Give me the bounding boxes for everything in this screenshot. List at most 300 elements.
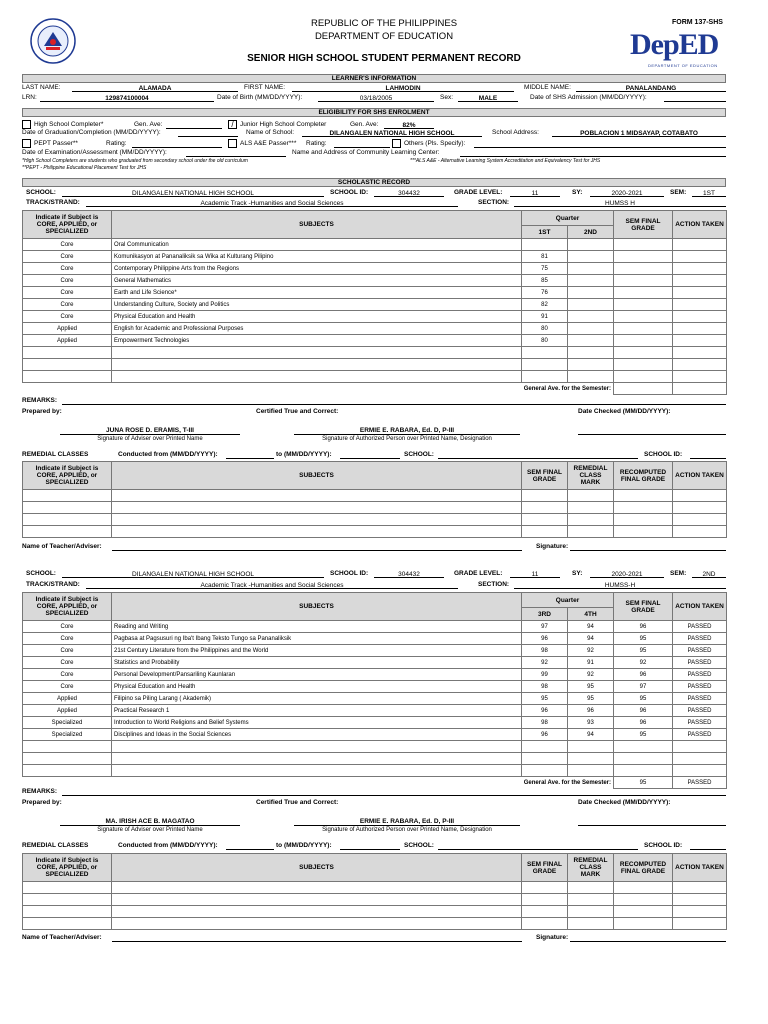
sem1-indicate-header: Indicate if Subject is CORE, APPLIED, or SPECIALIZED xyxy=(23,211,112,239)
rem1-recomputed-header: RECOMPUTED FINAL GRADE xyxy=(614,462,673,490)
table-row xyxy=(23,287,727,299)
sem2-track-value: Academic Track -Humanities and Social Sciences xyxy=(200,582,344,589)
sem1-grades-table xyxy=(22,210,727,395)
sem1-cell-q2 xyxy=(568,299,614,311)
table-row xyxy=(23,239,727,251)
sem2-to-label: to (MM/DD/YYYY): xyxy=(276,842,332,849)
sem1-cell-action xyxy=(673,335,727,347)
sem2-sy-value: 2020-2021 xyxy=(611,571,643,578)
als-label: ALS A&E Passer*** xyxy=(240,140,297,147)
sem1-cell-action xyxy=(673,311,727,323)
rem2-sem-final-header: SEM FINAL GRADE xyxy=(522,854,568,882)
sem2-gen-action-value: PASSED xyxy=(673,777,727,789)
table-row xyxy=(23,681,727,693)
sem1-quarter-header: Quarter xyxy=(522,211,614,226)
sem2-cell-subject: Filipino sa Piling Larang ( Akademik) xyxy=(112,693,522,705)
others-checkbox[interactable] xyxy=(392,139,401,148)
sem1-cell-subject: Physical Education and Health xyxy=(112,311,522,323)
sem2-school-value: DILANGALEN NATIONAL HIGH SCHOOL xyxy=(131,571,255,578)
rem2-recomputed-header: RECOMPUTED FINAL GRADE xyxy=(614,854,673,882)
sem2-cell-q2: 94 xyxy=(568,729,614,741)
sem1-sem-value: 1ST xyxy=(703,190,715,197)
sem1-q1-header: 1ST xyxy=(522,226,568,239)
rem1-indicate-header: Indicate if Subject is CORE, APPLIED, or SPECIALIZED xyxy=(23,462,112,490)
sem1-cell-q2 xyxy=(568,263,614,275)
sem1-sy-value: 2020-2021 xyxy=(611,190,643,197)
table-row xyxy=(23,263,727,275)
deped-logo-subtitle: DEPARTMENT OF EDUCATION xyxy=(648,63,718,68)
sem2-cell-type: Core xyxy=(23,681,112,693)
hs-completer-checkbox[interactable] xyxy=(22,120,31,129)
sem2-cell-final: 95 xyxy=(614,693,673,705)
jhs-gen-ave-value: 82% xyxy=(402,122,416,129)
sem1-cell-subject: Oral Communication xyxy=(112,239,522,251)
sem1-cell-action xyxy=(673,275,727,287)
sem1-to-label: to (MM/DD/YYYY): xyxy=(276,451,332,458)
sem2-cell-final: 92 xyxy=(614,657,673,669)
sem1-grade-level-label: GRADE LEVEL: xyxy=(454,189,503,196)
sem2-cell-final: 95 xyxy=(614,729,673,741)
table-row xyxy=(23,882,727,894)
sem1-cell-type xyxy=(23,347,112,359)
sem1-cell-q1: 91 xyxy=(522,311,568,323)
sem2-cell-type: Specialized xyxy=(23,729,112,741)
sem1-cell-type: Core xyxy=(23,275,112,287)
republic-line: REPUBLIC OF THE PHILIPPINES xyxy=(310,18,458,29)
sem2-cell-type xyxy=(23,741,112,753)
sem2-cell-type xyxy=(23,753,112,765)
sem1-prepared-label: Prepared by: xyxy=(22,408,62,415)
sem1-rem-school-label: SCHOOL: xyxy=(404,451,434,458)
sem2-cell-final xyxy=(614,753,673,765)
dob-value: 03/18/2005 xyxy=(359,95,393,102)
sem1-cell-final xyxy=(614,251,673,263)
sem2-date-checked-label: Date Checked (MM/DD/YYYY): xyxy=(578,799,671,806)
sem2-cell-type xyxy=(23,765,112,777)
sem1-section-label: SECTION: xyxy=(478,199,510,206)
table-row xyxy=(23,669,727,681)
middle-name-value: PANALANDANG xyxy=(625,85,677,92)
sem1-cell-action xyxy=(673,287,727,299)
sem1-cell-q2 xyxy=(568,347,614,359)
sem2-grades-table xyxy=(22,592,727,789)
sem1-track-label: TRACK/STRAND: xyxy=(26,199,80,206)
sem2-sem-value: 2ND xyxy=(702,571,716,578)
pept-checkbox[interactable] xyxy=(22,139,31,148)
last-name-value: ALAMADA xyxy=(138,85,172,92)
school-address-label: School Address: xyxy=(492,129,539,136)
sem2-cell-final: 95 xyxy=(614,645,673,657)
table-row xyxy=(23,645,727,657)
sem1-cell-type xyxy=(23,371,112,383)
table-row xyxy=(23,251,727,263)
first-name-label: FIRST NAME: xyxy=(244,84,286,91)
dob-label: Date of Birth (MM/DD/YYYY): xyxy=(217,94,303,101)
sem1-cell-action xyxy=(673,299,727,311)
table-row xyxy=(23,621,727,633)
sem2-cell-subject: Personal Development/Pansariling Kaunlaran xyxy=(112,669,522,681)
sem1-school-label: SCHOOL: xyxy=(26,189,56,196)
rem2-remedial-mark-header: REMEDIAL CLASS MARK xyxy=(568,854,614,882)
sem1-sem-final-header: SEM FINAL GRADE xyxy=(614,211,673,239)
sem1-section-value: HUMSS H xyxy=(605,200,635,207)
sem2-cell-subject: Reading and Writing xyxy=(112,621,522,633)
sem2-school-id-value: 304432 xyxy=(398,571,420,578)
sem2-cell-type: Applied xyxy=(23,705,112,717)
last-name-label: LAST NAME: xyxy=(22,84,61,91)
sem1-rem-school-id-label: SCHOOL ID: xyxy=(644,451,683,458)
grad-date-label: Date of Graduation/Completion (MM/DD/YYYY): xyxy=(22,129,161,136)
sem2-remarks-label: REMARKS: xyxy=(22,788,58,795)
sem2-cell-subject xyxy=(112,741,522,753)
sem1-cell-q2 xyxy=(568,371,614,383)
sem1-remedial-label: REMEDIAL CLASSES xyxy=(22,451,89,458)
sem1-cell-q1: 81 xyxy=(522,251,568,263)
rem2-action-header: ACTION TAKEN xyxy=(673,854,727,882)
rem2-signature-label: Signature: xyxy=(536,934,569,941)
sem1-cell-q2 xyxy=(568,335,614,347)
sem2-cell-action: PASSED xyxy=(673,669,727,681)
sem1-cell-q2 xyxy=(568,311,614,323)
sem1-cell-q2 xyxy=(568,323,614,335)
sem2-cell-action: PASSED xyxy=(673,633,727,645)
sem1-cell-action xyxy=(673,323,727,335)
school-name-value: DILANGALEN NATIONAL HIGH SCHOOL xyxy=(329,130,455,137)
sem1-remarks-label: REMARKS: xyxy=(22,397,58,404)
sem1-cell-action xyxy=(673,251,727,263)
sem1-cell-action xyxy=(673,359,727,371)
sem2-sem-final-header: SEM FINAL GRADE xyxy=(614,593,673,621)
sem1-cell-type: Core xyxy=(23,311,112,323)
sem2-adviser-name: MA. IRISH ACE B. MAGATAO xyxy=(60,818,240,826)
sem1-track-value: Academic Track -Humanities and Social Sciences xyxy=(200,200,344,207)
sem1-cell-final xyxy=(614,335,673,347)
sem1-action-header: ACTION TAKEN xyxy=(673,211,727,239)
sem2-cell-final xyxy=(614,741,673,753)
sem2-cell-type: Core xyxy=(23,669,112,681)
sem1-grade-level-value: 11 xyxy=(531,190,539,197)
sem2-cell-final: 96 xyxy=(614,717,673,729)
sem2-cell-final: 96 xyxy=(614,705,673,717)
sem1-cell-q2 xyxy=(568,359,614,371)
sem1-cell-q2 xyxy=(568,275,614,287)
sem2-grade-level-value: 11 xyxy=(531,571,539,578)
sem2-cell-action: PASSED xyxy=(673,717,727,729)
sem1-cell-type: Core xyxy=(23,239,112,251)
sem2-remedial-label: REMEDIAL CLASSES xyxy=(22,842,89,849)
sem1-cell-type xyxy=(23,359,112,371)
sem1-conducted-label: Conducted from (MM/DD/YYYY): xyxy=(118,451,218,458)
sem1-cell-action xyxy=(673,263,727,275)
table-row xyxy=(23,894,727,906)
school-address-value: POBLACION 1 MIDSAYAP, COTABATO xyxy=(580,130,698,137)
sem2-cell-action xyxy=(673,753,727,765)
sem2-cell-action xyxy=(673,765,727,777)
sem1-certifier-caption: Signature of Authorized Person over Printed Name, Designation xyxy=(322,436,492,442)
sem2-prepared-label: Prepared by: xyxy=(22,799,62,806)
sem2-rem-school-id-label: SCHOOL ID: xyxy=(644,842,683,849)
sem2-sy-label: SY: xyxy=(572,570,583,577)
sem2-cell-subject: Pagbasa at Pagsusuri ng Iba't Ibang Teksto Tungo sa Pananaliksik xyxy=(112,633,522,645)
sem2-cell-action: PASSED xyxy=(673,705,727,717)
sem1-cell-action xyxy=(673,347,727,359)
sem1-subjects-header: SUBJECTS xyxy=(112,211,522,239)
sem2-cell-action: PASSED xyxy=(673,657,727,669)
sem1-cell-q2 xyxy=(568,287,614,299)
rem1-teacher-label: Name of Teacher/Adviser: xyxy=(22,543,102,550)
sem2-cell-q1: 96 xyxy=(522,729,568,741)
sem1-cell-final xyxy=(614,263,673,275)
table-row xyxy=(23,693,727,705)
sem1-school-id-value: 304432 xyxy=(398,190,420,197)
sem2-cell-subject: Introduction to World Religions and Belief Systems xyxy=(112,717,522,729)
sem2-cell-q2: 92 xyxy=(568,645,614,657)
table-row xyxy=(23,741,727,753)
sem2-cell-q1: 92 xyxy=(522,657,568,669)
clc-label: Name and Address of Community Learning Center: xyxy=(292,149,440,156)
sem1-cell-type: Core xyxy=(23,299,112,311)
sem2-cell-q1: 96 xyxy=(522,705,568,717)
table-row xyxy=(23,918,727,930)
als-rating-label: Rating: xyxy=(306,140,327,147)
table-row xyxy=(23,526,727,538)
sem2-section-label: SECTION: xyxy=(478,581,510,588)
sem1-cell-type: Applied xyxy=(23,335,112,347)
sem1-cell-final xyxy=(614,371,673,383)
note-als: ***ALS A&E - Alternative Learning System Accreditation and Equivalency Test for JHS xyxy=(410,158,601,164)
sem2-cell-final: 97 xyxy=(614,681,673,693)
sem2-cell-subject: Physical Education and Health xyxy=(112,681,522,693)
sem2-cell-type: Core xyxy=(23,633,112,645)
sem2-cell-final xyxy=(614,765,673,777)
table-row xyxy=(23,765,727,777)
sem2-cell-type: Core xyxy=(23,645,112,657)
sem2-cell-q2: 94 xyxy=(568,621,614,633)
sem2-school-label: SCHOOL: xyxy=(26,570,56,577)
jhs-gen-ave-label: Gen. Ave: xyxy=(350,121,379,128)
rem2-teacher-label: Name of Teacher/Adviser: xyxy=(22,934,102,941)
sem2-cell-final: 95 xyxy=(614,633,673,645)
table-row xyxy=(23,335,727,347)
sem2-cell-q2 xyxy=(568,741,614,753)
sem2-subjects-header: SUBJECTS xyxy=(112,593,522,621)
table-row xyxy=(23,347,727,359)
sem2-cell-q2: 91 xyxy=(568,657,614,669)
sem1-cell-type: Core xyxy=(23,251,112,263)
sem2-cell-q2: 96 xyxy=(568,705,614,717)
table-row xyxy=(23,906,727,918)
table-row xyxy=(23,502,727,514)
others-label: Others (Pls. Specify): xyxy=(404,140,466,147)
jhs-completer-label: Junior High School Completer xyxy=(240,121,327,128)
sem2-cell-q1 xyxy=(522,753,568,765)
sem1-school-id-label: SCHOOL ID: xyxy=(330,189,369,196)
exam-date-label: Date of Examination/Assessment (MM/DD/YYYY): xyxy=(22,149,167,156)
department-line: DEPARTMENT OF EDUCATION xyxy=(314,31,454,42)
sem2-sem-label: SEM: xyxy=(670,570,687,577)
table-row xyxy=(23,323,727,335)
rem1-signature-label: Signature: xyxy=(536,543,569,550)
sem2-cell-type: Specialized xyxy=(23,717,112,729)
table-row xyxy=(23,490,727,502)
rem2-subjects-header: SUBJECTS xyxy=(112,854,522,882)
sem2-action-header: ACTION TAKEN xyxy=(673,593,727,621)
sem2-gen-ave-label: General Ave. for the Semester: xyxy=(23,777,614,789)
sem1-cell-subject: Komunikasyon at Pananaliksik sa Wika at Kulturang Pilipino xyxy=(112,251,522,263)
sem2-cell-subject xyxy=(112,765,522,777)
table-row xyxy=(23,705,727,717)
sem1-cell-q1: 85 xyxy=(522,275,568,287)
sem1-cell-q1 xyxy=(522,347,568,359)
als-checkbox[interactable] xyxy=(228,139,237,148)
sem2-cell-action: PASSED xyxy=(673,729,727,741)
sem2-cell-q1: 98 xyxy=(522,717,568,729)
sem1-cell-q1 xyxy=(522,371,568,383)
sem2-cell-action: PASSED xyxy=(673,693,727,705)
sem1-cell-subject xyxy=(112,347,522,359)
sem1-cell-type: Applied xyxy=(23,323,112,335)
sem1-sy-label: SY: xyxy=(572,189,583,196)
sem1-cell-subject: English for Academic and Professional Purposes xyxy=(112,323,522,335)
sem1-cell-q1: 82 xyxy=(522,299,568,311)
sem2-track-label: TRACK/STRAND: xyxy=(26,581,80,588)
sem1-cell-q1: 80 xyxy=(522,335,568,347)
sem1-certified-label: Certified True and Correct: xyxy=(256,408,339,415)
sem2-certifier-caption: Signature of Authorized Person over Printed Name, Designation xyxy=(322,827,492,833)
sem1-cell-final xyxy=(614,323,673,335)
sem1-q2-header: 2ND xyxy=(568,226,614,239)
sem1-cell-q2 xyxy=(568,251,614,263)
sem2-cell-action xyxy=(673,741,727,753)
sem1-cell-q1: 80 xyxy=(522,323,568,335)
rem1-subjects-header: SUBJECTS xyxy=(112,462,522,490)
sem1-certifier-name: ERMIE E. RABARA, Ed. D, P-III xyxy=(294,427,520,435)
pept-rating-label: Rating: xyxy=(106,140,127,147)
table-row xyxy=(23,657,727,669)
form-number: FORM 137-SHS xyxy=(672,19,723,26)
sem1-cell-q1 xyxy=(522,359,568,371)
sem1-cell-q1 xyxy=(522,239,568,251)
sem1-gen-ave-label: General Ave. for the Semester: xyxy=(23,383,614,395)
sem1-cell-subject: Empowerment Technologies xyxy=(112,335,522,347)
sem1-cell-final xyxy=(614,239,673,251)
sem1-cell-final xyxy=(614,311,673,323)
sem2-certified-label: Certified True and Correct: xyxy=(256,799,339,806)
eligibility-header: ELIGIBILITY FOR SHS ENROLMENT xyxy=(22,108,726,117)
sem1-cell-final xyxy=(614,359,673,371)
table-row xyxy=(23,633,727,645)
sem2-cell-q2 xyxy=(568,765,614,777)
first-name-value: LAHMODIN xyxy=(385,85,421,92)
sem2-cell-q2: 94 xyxy=(568,633,614,645)
lrn-label: LRN: xyxy=(22,94,37,101)
school-name-label: Name of School: xyxy=(246,129,295,136)
note-hs-completer: *High School Completers are students who graduated from secondary school under the old curriculum xyxy=(22,158,248,164)
sem2-adviser-caption: Signature of Adviser over Printed Name xyxy=(97,827,203,833)
middle-name-label: MIDDLE NAME: xyxy=(524,84,571,91)
sem2-section-value: HUMSS-H xyxy=(604,582,636,589)
scholastic-header: SCHOLASTIC RECORD xyxy=(22,178,726,187)
sem2-q1-header: 3RD xyxy=(522,608,568,621)
sem1-cell-subject: Earth and Life Science* xyxy=(112,287,522,299)
sem2-cell-action: PASSED xyxy=(673,621,727,633)
sem2-cell-action: PASSED xyxy=(673,645,727,657)
hs-completer-label: High School Completer* xyxy=(34,121,104,128)
deped-logo: DepED xyxy=(630,28,719,61)
table-row xyxy=(23,311,727,323)
sem2-cell-q1: 98 xyxy=(522,645,568,657)
sex-value: MALE xyxy=(478,95,498,102)
sem1-cell-q1: 76 xyxy=(522,287,568,299)
sem2-cell-q2 xyxy=(568,753,614,765)
sem1-cell-subject: Contemporary Philippine Arts from the Regions xyxy=(112,263,522,275)
sem2-cell-action: PASSED xyxy=(673,681,727,693)
sem2-conducted-label: Conducted from (MM/DD/YYYY): xyxy=(118,842,218,849)
table-row xyxy=(23,371,727,383)
sem2-rem-school-label: SCHOOL: xyxy=(404,842,434,849)
sem1-adviser-caption: Signature of Adviser over Printed Name xyxy=(97,436,203,442)
sem2-cell-q1: 98 xyxy=(522,681,568,693)
note-pept: **PEPT - Philippine Educational Placement Test for JHS xyxy=(22,165,147,171)
sem1-cell-type: Core xyxy=(23,263,112,275)
sem2-cell-q2: 92 xyxy=(568,669,614,681)
sem2-indicate-header: Indicate if Subject is CORE, APPLIED, or SPECIALIZED xyxy=(23,593,112,621)
table-row xyxy=(23,753,727,765)
sem2-certifier-name: ERMIE E. RABARA, Ed. D, P-III xyxy=(294,818,520,826)
sem1-cell-subject xyxy=(112,371,522,383)
sem2-quarter-header: Quarter xyxy=(522,593,614,608)
jhs-completer-checkbox[interactable]: / xyxy=(228,120,237,129)
sem1-cell-action xyxy=(673,371,727,383)
sem2-remedial-table xyxy=(22,853,727,930)
sem1-date-checked-label: Date Checked (MM/DD/YYYY): xyxy=(578,408,671,415)
rem1-action-header: ACTION TAKEN xyxy=(673,462,727,490)
sem2-cell-subject: 21st Century Literature from the Philippines and the World xyxy=(112,645,522,657)
sem2-grade-level-label: GRADE LEVEL: xyxy=(454,570,503,577)
sem1-cell-subject: General Mathematics xyxy=(112,275,522,287)
sem1-cell-action xyxy=(673,239,727,251)
sem2-cell-q1: 95 xyxy=(522,693,568,705)
sem2-cell-subject xyxy=(112,753,522,765)
sem2-cell-q2: 95 xyxy=(568,693,614,705)
sem2-cell-q1: 97 xyxy=(522,621,568,633)
rem2-indicate-header: Indicate if Subject is CORE, APPLIED, or SPECIALIZED xyxy=(23,854,112,882)
sem2-cell-type: Applied xyxy=(23,693,112,705)
sem1-cell-final xyxy=(614,275,673,287)
sem2-cell-q2: 93 xyxy=(568,717,614,729)
sem1-cell-final xyxy=(614,347,673,359)
sem1-school-value: DILANGALEN NATIONAL HIGH SCHOOL xyxy=(131,190,255,197)
rem1-remedial-mark-header: REMEDIAL CLASS MARK xyxy=(568,462,614,490)
sem2-cell-final: 96 xyxy=(614,621,673,633)
sem1-adviser-name: JUNA ROSE D. ERAMIS, T-III xyxy=(60,427,240,435)
sem2-gen-ave-value: 95 xyxy=(614,777,673,789)
table-row xyxy=(23,359,727,371)
sem2-cell-final: 96 xyxy=(614,669,673,681)
sem1-gen-ave-value xyxy=(614,383,673,395)
sem1-cell-type: Core xyxy=(23,287,112,299)
sem1-cell-q2 xyxy=(568,239,614,251)
sem2-cell-q2: 95 xyxy=(568,681,614,693)
sem2-cell-q1: 99 xyxy=(522,669,568,681)
pept-label: PEPT Passer** xyxy=(34,140,78,147)
sem2-cell-type: Core xyxy=(23,621,112,633)
sem1-sem-label: SEM: xyxy=(670,189,687,196)
table-row xyxy=(23,729,727,741)
sem2-cell-q1 xyxy=(522,741,568,753)
sem2-cell-q1: 96 xyxy=(522,633,568,645)
table-row xyxy=(23,514,727,526)
